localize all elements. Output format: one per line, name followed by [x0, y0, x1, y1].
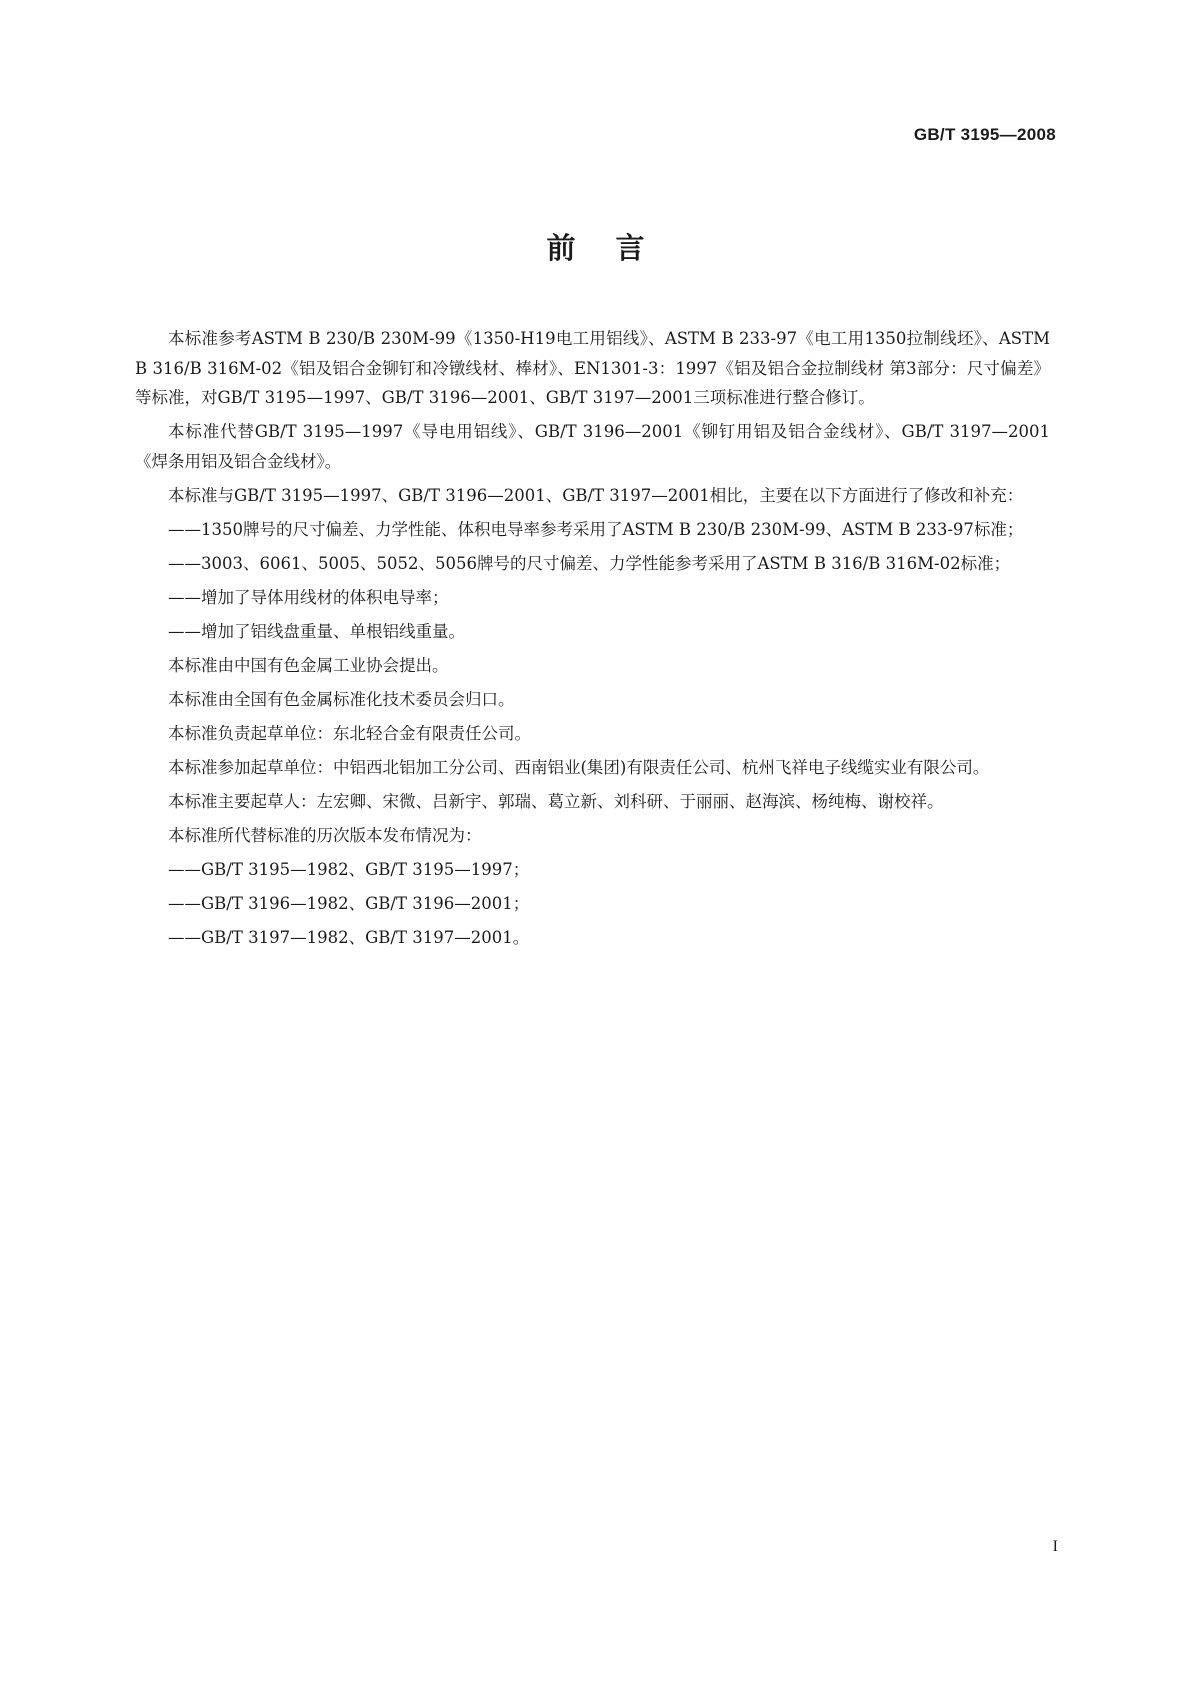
- paragraph-lead-drafter: 本标准负责起草单位：东北轻合金有限责任公司。: [168, 723, 531, 743]
- paragraph-replaces: 本标准代替GB/T 3195—1997《导电用铝线》、GB/T 3196—2001《铆钉用铝及铝合金线材》、GB/T 3197—2001《焊条用铝及铝合金线材》。: [135, 422, 1050, 471]
- list-item-history: ——GB/T 3195—1982、GB/T 3195—1997；: [168, 859, 530, 879]
- list-item-change: ——增加了导体用线材的体积电导率；: [168, 587, 449, 607]
- list-item-change: ——增加了铝线盘重量、单根铝线重量。: [168, 621, 465, 641]
- list-item-change: ——3003、6061、5005、5052、5056牌号的尺寸偏差、力学性能参考采用了ASTM B 316/B 316M-02标准；: [168, 553, 1011, 573]
- paragraph-changes-intro: 本标准与GB/T 3195—1997、GB/T 3196—2001、GB/T 3197—2001相比，主要在以下方面进行了修改和补充：: [168, 485, 1024, 505]
- paragraph-participants: 本标准参加起草单位：中铝西北铝加工分公司、西南铝业(集团)有限责任公司、杭州飞祥电子线缆实业有限公司。: [168, 757, 990, 777]
- list-item-change: ——1350牌号的尺寸偏差、力学性能、体积电导率参考采用了ASTM B 230/B 230M-99、ASTM B 233-97标准；: [168, 519, 1024, 539]
- paragraph-proposer: 本标准由中国有色金属工业协会提出。: [168, 655, 449, 675]
- page-title: 前言: [546, 231, 685, 265]
- document-body: [135, 324, 1050, 957]
- paragraph-centralized: 本标准由全国有色金属标准化技术委员会归口。: [168, 689, 515, 709]
- paragraph-drafters: 本标准主要起草人：左宏卿、宋微、吕新宇、郭瑞、葛立新、刘科研、于丽丽、赵海滨、杨纯梅、谢校祥。: [168, 791, 944, 811]
- list-item-history: ——GB/T 3197—1982、GB/T 3197—2001。: [168, 927, 530, 947]
- page-number: I: [1052, 1538, 1058, 1555]
- paragraph-references: 本标准参考ASTM B 230/B 230M-99《1350-H19电工用铝线》、ASTM B 233-97《电工用1350拉制线坯》、ASTM B 316/B 316M-02《铝及铝合金铆钉和冷镦线材、棒材》、EN1301-3：1997《铝及铝合金拉制线材 第3部分：尺寸偏差》等标准，对GB/T 3195—1997、GB/T 3196—2001、GB/T 3197—2001三项标准进行整合修订。: [135, 329, 1050, 407]
- list-item-history: ——GB/T 3196—1982、GB/T 3196—2001；: [168, 893, 530, 913]
- paragraph-history-intro: 本标准所代替标准的历次版本发布情况为：: [168, 825, 482, 845]
- standard-number: GB/T 3195—2008: [913, 125, 1056, 144]
